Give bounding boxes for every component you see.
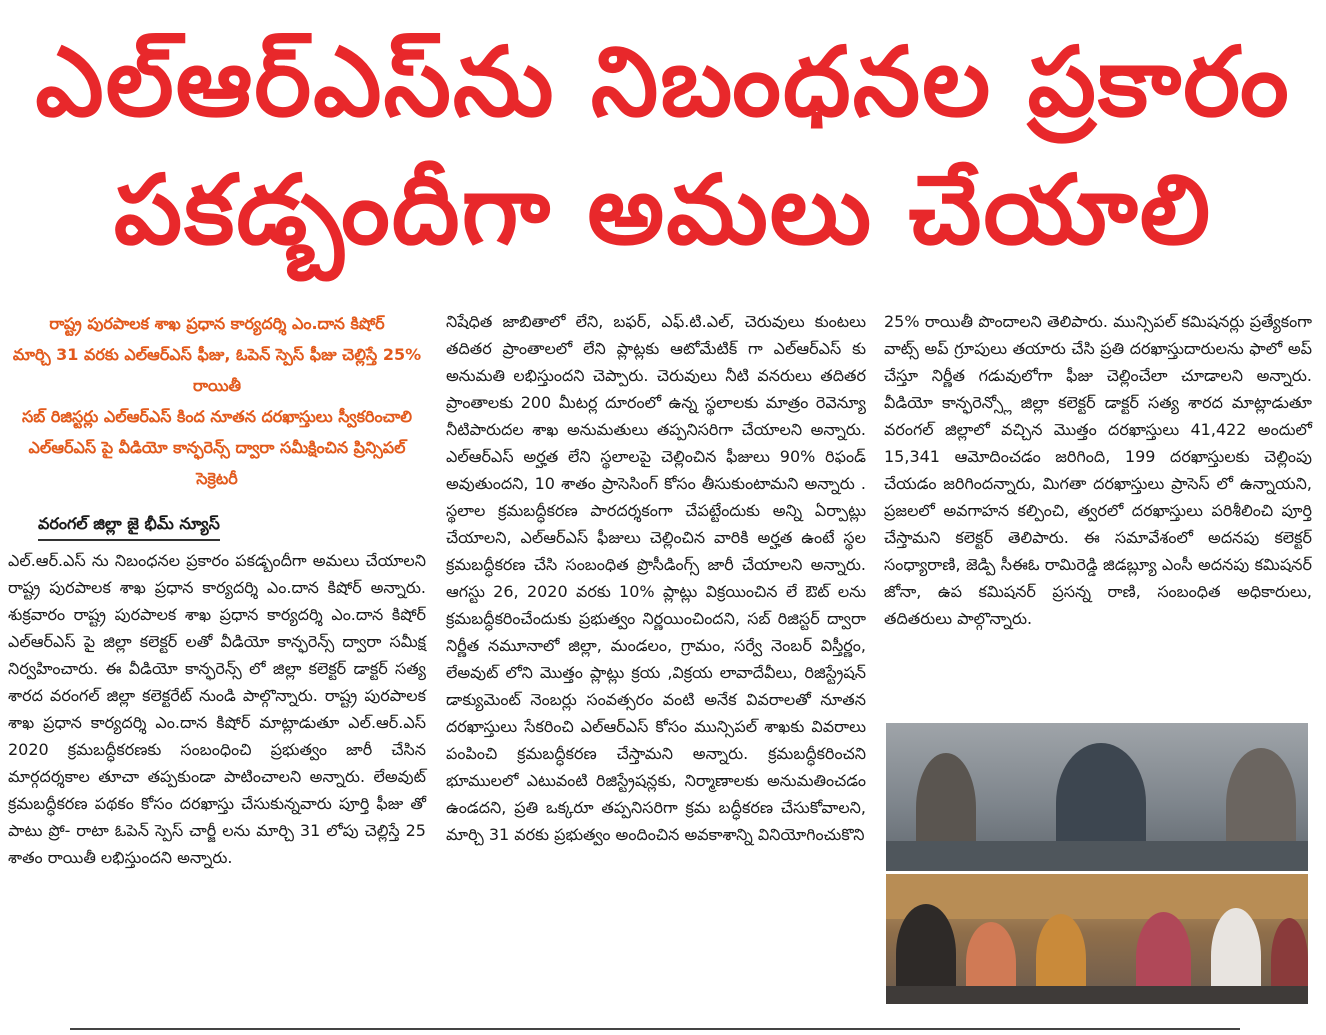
- subhead-3: సబ్ రిజిస్టర్లు ఎల్ఆర్ఎస్ కింద నూతన దరఖాస్తులు స్వీకరించాలి: [22, 407, 412, 426]
- column-2: [446, 308, 866, 848]
- headline-line-1: ఎల్ఆర్ఎస్‌ను నిబంధనల ప్రకారం: [35, 26, 1291, 138]
- subhead-1: రాష్ట్ర పురపాలక శాఖ ప్రధాన కార్యదర్శి ఎం.దాన కిషోర్: [49, 314, 385, 333]
- headline-line-2: పకడ్బందీగా అమలు చేయాలి: [113, 154, 1213, 266]
- video-conference-photo: [886, 723, 1308, 871]
- subhead-2: మార్చి 31 వరకు ఎల్ఆర్ఎస్ ఫీజు, ఓపెన్ స్పెస్ ఫీజు చెల్లిస్తే 25% రాయితీ: [12, 345, 422, 395]
- conference-table: [886, 841, 1308, 871]
- byline: వరంగల్ జిల్లా జై భీమ్ న్యూస్: [38, 510, 220, 541]
- subheadings: [8, 308, 426, 494]
- column-1: [8, 308, 426, 871]
- column-1-body: [8, 547, 426, 871]
- subhead-4: ఎల్ఆర్ఎస్ పై వీడియో కాన్ఫరెన్స్ ద్వారా సమీక్షించిన ప్రిన్సిపల్ సెక్రెటరీ: [28, 438, 406, 488]
- column-1-text: ఎల్.ఆర్.ఎస్ ను నిబంధనల ప్రకారం పకడ్బందీగా అమలు చేయాలని రాష్ట్ర పురపాలక శాఖ ప్రధాన కార్యదర్శి ఎం.దాన కిషోర్ అన్నారు. శుక్రవారం రాష్ట్ర పురపాలక శాఖ ప్రధాన కార్యదర్శి ఎం.దాన కిషోర్ ఎల్ఆర్ఎస్ పై జిల్లా కలెక్టర్ లతో వీడియో కాన్ఫరెన్స్ ద్వారా సమీక్ష నిర్వహించారు. ఈ వీడియో కాన్ఫరెన్స్ లో జిల్లా కలెక్టర్ డాక్టర్ సత్య శారద వరంగల్ జిల్లా కలెక్టరేట్ నుండి పాల్గొన్నారు. రాష్ట్ర పురపాలక శాఖ ప్రధాన కార్యదర్శి ఎం.దాన కిషోర్ మాట్లాడుతూ ఎల్.ఆర్.ఎస్ 2020 క్రమబద్ధీకరణకు సంబంధించి ప్రభుత్వం జారీ చేసిన మార్గదర్శకాల తూచా తప్పకుండా పాటించాలని అన్నారు. లేఅవుట్ క్రమబద్ధీకరణ పథకం కోసం దరఖాస్తు చేసుకున్నవారు పూర్తి ఫీజు తో పాటు ప్రో- రాటా ఓపెన్ స్పెస్ చార్జీ లను మార్చి 31 లోపు చెల్లిస్తే 25 శాతం రాయితీ లభిస్తుందని అన్నారు.: [8, 551, 426, 867]
- column-3-text: 25% రాయితీ పొందాలని తెలిపారు. మున్సిపల్ కమిషనర్లు ప్రత్యేకంగా వాట్స్ అప్ గ్రూపులు తయారు చేసి ప్రతి దరఖాస్తుదారులను ఫాలో అప్ చేస్తూ నిర్ణీత గడువులోగా ఫీజు చెల్లించేలా చూడాలని అన్నారు. వీడియో కాన్ఫరెన్స్లో జిల్లా కలెక్టర్ డాక్టర్ సత్య శారద మాట్లాడుతూ వరంగల్ జిల్లాలో వచ్చిన మొత్తం దరఖాస్తులు 41,422 అందులో 15,341 ఆమోదించడం జరిగింది, 199 దరఖాస్తులకు చెల్లింపు చేయడం జరిగిందన్నారు, మిగతా దరఖాస్తులు ప్రాసెస్ లో ఉన్నాయని, ప్రజలలో అవగాహన కల్పించి, త్వరలో దరఖాస్తులు పరిశీలించి పూర్తి చేస్తామని కలెక్టర్ తెలిపారు. ఈ సమావేశంలో అదనపు కలెక్టర్ సంధ్యారాణి, జెడ్పి సీఈఓ రామిరెడ్డి జిడబ్ల్యూ ఎంసీ అదనపు కమిషనర్ జోనా, ఉప కమిషనర్ ప్రసన్న రాణి, సంబంధిత అధికారులు, తదితరులు పాల్గొన్నారు.: [884, 312, 1312, 628]
- column-2-text: నిషేధిత జాబితాలో లేని, బఫర్, ఎఫ్.టి.ఎల్, చెరువులు కుంటలు తదితర ప్రాంతాలలో లేని ప్లాట్లకు ఆటోమేటిక్ గా ఎల్ఆర్ఎస్ కు అనుమతి లభిస్తుందని చెప్పారు. చెరువులు నీటి వనరులు తదితర ప్రాంతాలకు 200 మీటర్ల దూరంలో ఉన్న స్థలాలకు మాత్రం రెవెన్యూ నీటిపారుదల శాఖ అనుమతులు తప్పనిసరిగా చేయాలని అన్నారు. ఎల్ఆర్ఎస్ అర్హత లేని స్థలాలపై చెల్లించిన ఫీజులు 90% రిఫండ్ అవుతుందని, 10 శాతం ప్రాసెసింగ్ కోసం తీసుకుంటామని అన్నారు . స్థలాల క్రమబద్ధీకరణ పారదర్శకంగా చేపట్టేందుకు అన్ని ఏర్పాట్లు చేయాలని, ఎల్ఆర్ఎస్ ఫీజులు చెల్లించిన వారికి అర్హత ఉంటే స్థల క్రమబద్ధీకరణ చేసి సంబంధిత ప్రొసీడింగ్స్ జారీ చేయాలని అన్నారు. ఆగస్టు 26, 2020 వరకు 10% ప్లాట్లు విక్రయించిన లే ఔట్ లను క్రమబద్ధీకరించేందుకు ప్రభుత్వం నిర్ణయించిందని, సబ్ రిజిస్టర్ ద్వారా నిర్ణీత నమూనాలో జిల్లా, మండలం, గ్రామం, సర్వే నెంబర్ విస్తీర్ణం, లేఅవుట్ లోని మొత్తం ప్లాట్లు క్రయ ,విక్రయ లావాదేవీలు, రిజిస్ట్రేషన్ డాక్యుమెంట్ నెంబర్లు సంవత్సరం వంటి అనేక వివరాలతో నూతన దరఖాస్తులు సేకరించి ఎల్ఆర్ఎస్ కోసం మున్సిపల్ శాఖకు వివరాలు పంపించి క్రమబద్ధీకరణ చేస్తామని అన్నారు. క్రమబద్ధీకరించని భూములలో ఎటువంటి రిజిస్ట్రేషన్లకు, నిర్మాణాలకు అనుమతించడం ఉండదని, ప్రతి ఒక్కరూ తప్పనిసరిగా క్రమ బద్ధీకరణ చేసుకోవాలని, మార్చి 31 వరకు ప్రభుత్వం అందించిన అవకాశాన్ని వినియోగించుకొని: [446, 312, 866, 844]
- meeting-table: [886, 986, 1308, 1004]
- column-3: [884, 308, 1312, 632]
- headline: [0, 0, 1326, 300]
- bottom-rule: [70, 1028, 1240, 1030]
- meeting-room-photo: [886, 874, 1308, 1004]
